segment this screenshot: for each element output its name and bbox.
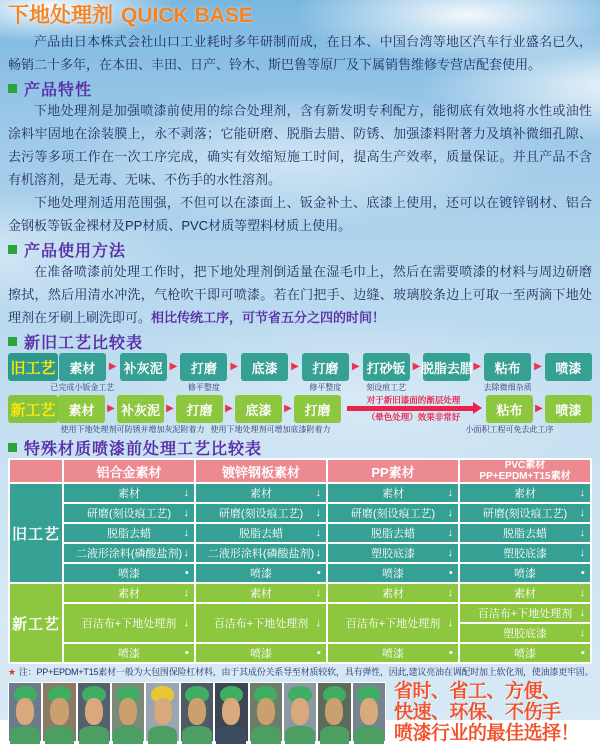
section-heading-text: 特殊材质喷漆前处理工艺比较表: [24, 440, 263, 458]
down-arrow-icon: ↓: [183, 547, 189, 559]
slogan-line: 喷漆行业的最佳选择！: [394, 722, 580, 744]
flow-step-box: 打磨: [176, 395, 223, 423]
torso-icon: [251, 726, 281, 744]
old-process-flow: [8, 353, 592, 393]
flow-step-box: 打磨: [294, 395, 341, 423]
worker-photo: [9, 683, 41, 741]
cell-text: 百洁布+下地处理剂: [81, 618, 177, 630]
cell-text: 百洁布+下地处理剂: [345, 618, 441, 630]
face-icon: [325, 698, 343, 725]
down-arrow-icon: ↓: [447, 487, 453, 499]
face-icon: [154, 698, 172, 725]
section-heading-text: 产品特性: [24, 81, 93, 99]
cell-text: 脱脂去蜡: [371, 528, 415, 540]
cell-text: 脱脂去蜡: [239, 528, 283, 540]
cell-text: 脱脂去蜡: [107, 528, 151, 540]
dot-icon: ●: [316, 569, 321, 577]
table-cell: [195, 583, 327, 603]
cell-text: 素材: [382, 488, 404, 500]
flow-step-box: 打砂钣: [363, 353, 410, 381]
right-arrow-icon: ▶: [166, 403, 174, 414]
down-arrow-icon: ↓: [315, 527, 321, 539]
cell-text: 研磨(刻设痕工艺): [218, 508, 304, 520]
flow-step-box: 喷漆: [545, 395, 592, 423]
right-arrow-icon: ▶: [534, 361, 542, 372]
table-cell: [63, 563, 195, 583]
old-process-row-label: 旧工艺: [9, 483, 63, 583]
down-arrow-icon: ↓: [183, 587, 189, 599]
cell-text: 喷漆: [118, 648, 140, 660]
worker-photo: [250, 683, 282, 741]
table-cell: [459, 503, 591, 523]
flow-step-box: 喷漆: [545, 353, 592, 381]
worker-photo: [181, 683, 213, 741]
face-icon: [50, 698, 68, 725]
torso-icon: [45, 726, 75, 744]
table-cell: [63, 503, 195, 523]
right-arrow-icon: ▶: [169, 361, 178, 372]
dot-icon: ●: [184, 569, 189, 577]
table-cell: [327, 563, 459, 583]
column-header: [459, 459, 591, 483]
right-arrow-icon: ▶: [108, 361, 117, 372]
footnote: [8, 666, 592, 679]
face-icon: [16, 698, 34, 725]
flow-step: [363, 353, 410, 393]
worker-photo: [284, 683, 316, 741]
column-header: PP素材: [327, 459, 459, 483]
down-arrow-icon: ↓: [447, 617, 453, 629]
section-heading-material-table: [8, 437, 592, 457]
down-arrow-icon: ↓: [447, 507, 453, 519]
flow-step: [50, 353, 115, 393]
column-header-line2: PP+EPDM+T15素材: [479, 471, 571, 482]
right-arrow-icon: ▶: [351, 361, 360, 372]
face-icon: [291, 698, 309, 725]
flow-step: [120, 353, 167, 393]
flow-step-caption: 已完成小钣金工艺: [50, 383, 115, 392]
blend-note-line2: （晕色处理）效果非常好: [366, 412, 461, 422]
cell-text: 研磨(刻设痕工艺): [350, 508, 436, 520]
table-cell: [459, 483, 591, 503]
flow-step-caption: 刻设痕工艺: [366, 383, 407, 392]
right-arrow-icon: ▶: [107, 403, 115, 414]
flow-step: [420, 353, 473, 393]
table-cell: [459, 523, 591, 543]
flow-step: [545, 395, 592, 435]
section-heading-text: 新旧工艺比较表: [24, 334, 144, 352]
flow-step: [465, 395, 554, 435]
usage-highlight: 相比传统工序，可节省五分之四的时间！: [151, 310, 386, 325]
table-cell: [195, 523, 327, 543]
cell-text: 素材: [250, 588, 272, 600]
torso-icon: [216, 726, 246, 744]
slogan-line: 快速、环保、不伤手: [394, 701, 561, 723]
down-arrow-icon: ↓: [579, 607, 585, 619]
flow-step-box: 素材: [58, 395, 105, 423]
section-heading-flow-compare: [8, 331, 592, 351]
worker-photo: [215, 683, 247, 741]
material-process-table: [8, 458, 592, 664]
cell-text: 喷漆: [118, 568, 140, 580]
flow-step-caption: 修平整度: [187, 383, 220, 392]
worker-photo-strip: [8, 682, 386, 742]
flow-step: [302, 353, 349, 393]
page-title: [8, 4, 592, 28]
section-bullet-icon: [8, 443, 17, 452]
table-cell: [327, 523, 459, 543]
section-heading-features: [8, 78, 592, 98]
face-icon: [360, 698, 378, 725]
table-cell: [459, 623, 591, 643]
table-cell: [459, 563, 591, 583]
table-cell: [63, 583, 195, 603]
cell-text: 喷漆: [382, 568, 404, 580]
flow-step-box: 底漆: [235, 395, 282, 423]
flow-step-caption: 使用下地处理剂可防锈并增加灰泥附着力: [60, 425, 205, 434]
table-cell: [63, 523, 195, 543]
cell-text: 素材: [514, 488, 536, 500]
section-heading-text: 产品使用方法: [24, 242, 127, 260]
flow-step: [484, 353, 531, 393]
cell-text: 素材: [514, 588, 536, 600]
down-arrow-icon: ↓: [579, 527, 585, 539]
table-cell: [195, 503, 327, 523]
worker-photo: [78, 683, 110, 741]
cell-text: 喷漆: [514, 568, 536, 580]
table-cell: [63, 603, 195, 643]
face-icon: [85, 698, 103, 725]
dot-icon: ●: [580, 569, 585, 577]
table-cell: [327, 543, 459, 563]
right-arrow-icon: ▶: [284, 403, 292, 414]
cell-text: 塑胶底漆: [371, 548, 415, 560]
dot-icon: ●: [580, 649, 585, 657]
flow-step-caption: 使用下地处理剂可增加底漆附着力: [210, 425, 331, 434]
right-arrow-icon: ▶: [225, 403, 233, 414]
dot-icon: ●: [448, 569, 453, 577]
table-cell: [459, 583, 591, 603]
down-arrow-icon: ↓: [315, 587, 321, 599]
intro-paragraph: 产品由日本株式会社山口工业耗时多年研制而成，在日本、中国台湾等地区汽车行业盛名已久，畅销二十多年，在本田、丰田、日产、铃木、斯巴鲁等原厂及下属销售维修专营店配套使用。: [8, 34, 592, 72]
cell-text: 素材: [118, 488, 140, 500]
down-arrow-icon: ↓: [579, 627, 585, 639]
flow-step-caption: 修平整度: [309, 383, 342, 392]
worker-photo: [43, 683, 75, 741]
column-header-line1: PVC素材: [504, 460, 546, 471]
flow-step: [180, 353, 227, 393]
dot-icon: ●: [184, 649, 189, 657]
flow-step-box: 底漆: [241, 353, 288, 381]
table-cell: [327, 583, 459, 603]
cell-text: 二液形涂料(磷酸盐剂): [207, 548, 315, 560]
cell-text: 百洁布+下地处理剂: [477, 608, 573, 620]
usage-paragraph: [8, 260, 592, 329]
blend-note-arrow: [341, 395, 486, 422]
table-cell: [327, 603, 459, 643]
worker-photo: [318, 683, 350, 741]
down-arrow-icon: ↓: [579, 487, 585, 499]
table-cell: [327, 643, 459, 663]
table-cell: [63, 483, 195, 503]
new-process-row-label: 新工艺: [9, 583, 63, 663]
flow-step-caption: 小面积工程可免去此工序: [465, 425, 554, 434]
torso-icon: [285, 726, 315, 744]
cell-text: 喷漆: [514, 648, 536, 660]
red-arrow-icon: [347, 406, 475, 411]
down-arrow-icon: ↓: [183, 487, 189, 499]
dot-icon: ●: [448, 649, 453, 657]
column-header: 铝合金素材: [63, 459, 195, 483]
features-paragraph-1: 下地处理剂是加强喷漆前使用的综合处理剂，含有新发明专利配方，能彻底有效地将水性或油性涂料牢固地在涂装膜上，永不剥落；它能研磨、脱脂去腊、防锈、加强漆料附著力及填补微细孔隙、去污等多项工作在一次工序完成，确实有效缩短施工时间，提高生产效率，质量保证。并且产品不含有机溶剂，是无毒、无味、不伤手的水性溶剂。: [8, 103, 592, 187]
torso-icon: [182, 726, 212, 744]
table-cell: [459, 643, 591, 663]
section-heading-usage: [8, 239, 592, 259]
flow-step-box: 素材: [59, 353, 106, 381]
section-bullet-icon: [8, 337, 17, 346]
flow-step-caption: 去除微细杂质: [483, 383, 532, 392]
section-bullet-icon: [8, 245, 17, 254]
down-arrow-icon: ↓: [183, 527, 189, 539]
down-arrow-icon: ↓: [315, 507, 321, 519]
cell-text: 研磨(刻设痕工艺): [482, 508, 568, 520]
cell-text: 脱脂去蜡: [503, 528, 547, 540]
footnote-text: 注：PP+EPDM+T15素材一般为大包围保险杠材料，由于其成份关系导至材质较软，具有弹性，因此,建议亮油在调配时加上软化剂，使油漆更牢固。: [18, 667, 594, 677]
new-process-flow: [8, 395, 592, 435]
bottom-strip: [8, 682, 592, 742]
table-cell: [195, 563, 327, 583]
right-arrow-icon: ▶: [473, 361, 482, 372]
star-icon: ★: [8, 667, 16, 677]
cell-text: 素材: [118, 588, 140, 600]
flow-step: [545, 353, 592, 393]
old-process-label: 旧工艺: [8, 353, 58, 381]
page-title-cn: 下地处理剂: [8, 4, 113, 27]
torso-icon: [320, 726, 350, 744]
table-cell: [195, 603, 327, 643]
face-icon: [119, 698, 137, 725]
cell-text: 塑胶底漆: [503, 628, 547, 640]
cell-text: 二液形涂料(磷酸盐剂): [75, 548, 183, 560]
torso-icon: [113, 726, 143, 744]
right-arrow-icon: ▶: [230, 361, 239, 372]
table-cell: [63, 643, 195, 663]
down-arrow-icon: ↓: [579, 587, 585, 599]
flow-step-box: 补灰泥: [117, 395, 164, 423]
page-title-en: QUICK BASE: [121, 4, 253, 27]
table-cell: [195, 543, 327, 563]
down-arrow-icon: ↓: [183, 617, 189, 629]
flow-step-box: 打磨: [302, 353, 349, 381]
down-arrow-icon: ↓: [315, 487, 321, 499]
column-header: 镀锌钢板素材: [195, 459, 327, 483]
table-cell: [195, 643, 327, 663]
cell-text: 喷漆: [382, 648, 404, 660]
face-icon: [222, 698, 240, 725]
worker-photo: [146, 683, 178, 741]
cell-text: 研磨(刻设痕工艺): [86, 508, 172, 520]
table-cell: [195, 483, 327, 503]
down-arrow-icon: ↓: [183, 507, 189, 519]
slogan-line: 省时、省工、方便、: [394, 680, 561, 702]
features-paragraph-2: 下地处理剂适用范围强，不但可以在漆面上、钣金补土、底漆上使用，还可以在镀锌钢材、铝合金钢板等钣金裸材及PP材质、PVC材质等塑料材质上使用。: [8, 195, 592, 233]
face-icon: [188, 698, 206, 725]
down-arrow-icon: ↓: [579, 547, 585, 559]
cell-text: 素材: [250, 488, 272, 500]
flow-step-box: 粘布: [486, 395, 533, 423]
down-arrow-icon: ↓: [447, 527, 453, 539]
table-cell: [63, 543, 195, 563]
slogan-block: [386, 682, 592, 742]
down-arrow-icon: ↓: [315, 617, 321, 629]
flow-step-box: 粘布: [484, 353, 531, 381]
right-arrow-icon: ▶: [535, 403, 543, 414]
cell-text: 百洁布+下地处理剂: [213, 618, 309, 630]
cell-text: 喷漆: [250, 568, 272, 580]
blend-note-line1: 对于新旧漆面的渐层处理: [366, 395, 461, 405]
torso-icon: [10, 726, 40, 744]
section-bullet-icon: [8, 84, 17, 93]
worker-photo: [112, 683, 144, 741]
cell-text: 素材: [382, 588, 404, 600]
flow-step-box: 补灰泥: [120, 353, 167, 381]
table-cell: [459, 603, 591, 623]
down-arrow-icon: ↓: [447, 587, 453, 599]
right-arrow-icon: ▶: [291, 361, 299, 372]
torso-icon: [354, 726, 384, 744]
down-arrow-icon: ↓: [315, 547, 321, 559]
down-arrow-icon: ↓: [579, 507, 585, 519]
right-arrow-icon: ▶: [412, 361, 421, 372]
dot-icon: ●: [316, 649, 321, 657]
face-icon: [257, 698, 275, 725]
torso-icon: [148, 726, 178, 744]
flow-step-box: 打磨: [180, 353, 227, 381]
worker-photo: [353, 683, 385, 741]
cell-text: 塑胶底漆: [503, 548, 547, 560]
torso-icon: [79, 726, 109, 744]
table-cell: [327, 503, 459, 523]
usage-text: 在准备喷漆前处理工作时，把下地处理剂倒适量在湿毛巾上，然后在需要喷漆的材料与周边研磨擦拭，然后用清水冲洗，气枪吹干即可喷漆。若在门把手、边缝、玻璃胶条边上可取一至两滴下地处理剂在牙刷上刷洗即可。: [8, 264, 592, 325]
table-corner-cell: [9, 459, 63, 483]
table-cell: [327, 483, 459, 503]
cell-text: 喷漆: [250, 648, 272, 660]
flow-step: [241, 353, 288, 393]
new-process-label: 新工艺: [8, 395, 58, 423]
table-cell: [459, 543, 591, 563]
down-arrow-icon: ↓: [447, 547, 453, 559]
flow-step-box: 脱脂去腊: [423, 353, 470, 381]
